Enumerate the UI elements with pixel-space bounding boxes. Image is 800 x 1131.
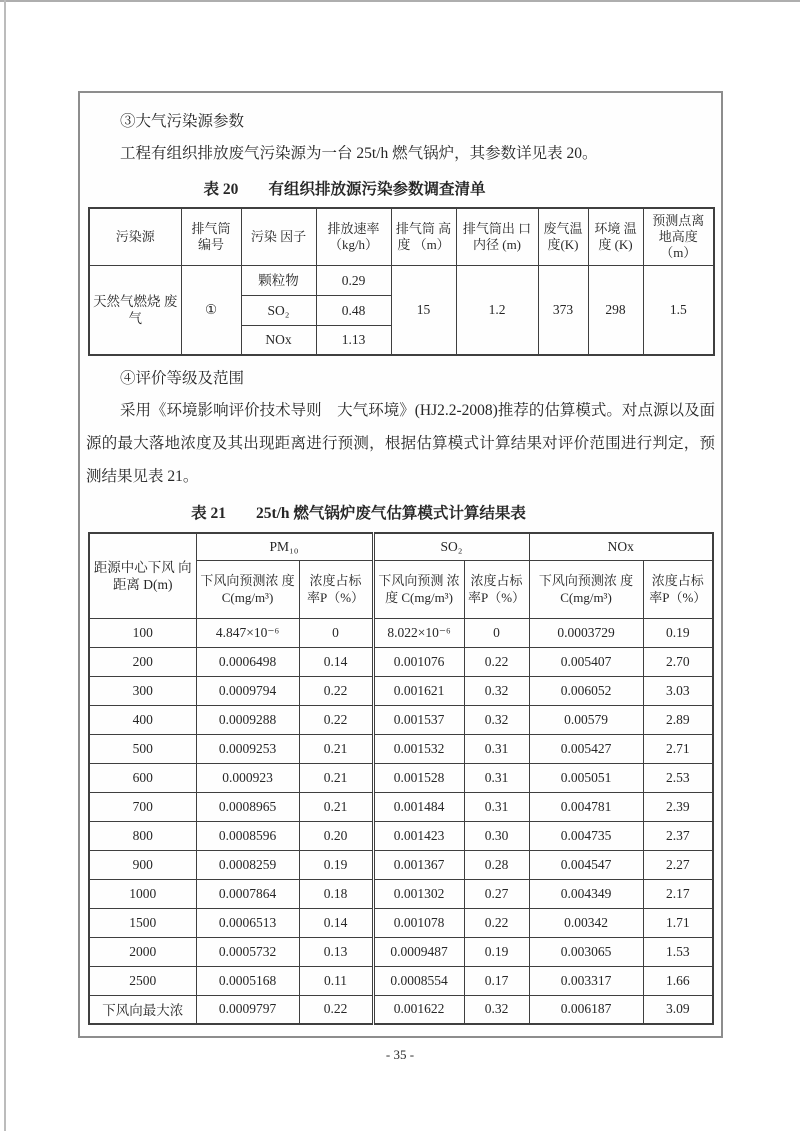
value-cell: 0.28	[464, 850, 529, 879]
distance-cell: 700	[89, 792, 196, 821]
table-row	[89, 705, 713, 734]
value-cell: 0.006052	[529, 676, 643, 705]
cell-factor: SO₂	[241, 295, 316, 325]
table-row	[89, 850, 713, 879]
cell-stack-no: ①	[181, 265, 241, 355]
value-cell: 0.0009288	[196, 705, 299, 734]
value-cell: 0.003317	[529, 966, 643, 995]
cell-receptor-height: 1.5	[643, 265, 714, 355]
col-header-so2-conc: 下风向预测 浓度 C(mg/m³)	[373, 560, 464, 618]
distance-cell: 下风向最大浓	[89, 995, 196, 1024]
value-cell: 0.001622	[373, 995, 464, 1024]
col-header-factor: 污染 因子	[241, 208, 316, 265]
value-cell: 0.17	[464, 966, 529, 995]
col-header-outlet-diameter: 排气筒出 口内径 (m)	[456, 208, 538, 265]
col-header-stack-no: 排气筒 编号	[181, 208, 241, 265]
distance-cell: 2000	[89, 937, 196, 966]
value-cell: 0.0008965	[196, 792, 299, 821]
distance-cell: 1500	[89, 908, 196, 937]
value-cell: 0.22	[464, 647, 529, 676]
value-cell: 1.71	[643, 908, 713, 937]
value-cell: 0.21	[299, 792, 373, 821]
table-row	[89, 265, 714, 295]
value-cell: 0	[299, 618, 373, 647]
col-header-stack-height: 排气筒 高度 （m）	[391, 208, 456, 265]
value-cell: 0.0009253	[196, 734, 299, 763]
value-cell: 0.0008596	[196, 821, 299, 850]
value-cell: 0.18	[299, 879, 373, 908]
table-row	[89, 908, 713, 937]
distance-cell: 500	[89, 734, 196, 763]
value-cell: 2.71	[643, 734, 713, 763]
table20-title	[86, 179, 715, 201]
value-cell: 0.0008259	[196, 850, 299, 879]
cell-gas-temp: 373	[538, 265, 588, 355]
table21-group-header-row	[89, 533, 713, 560]
paragraph-boiler-source: 工程有组织排放废气污染源为一台 25t/h 燃气锅炉，其参数详见表 20。	[120, 145, 598, 162]
page-top-edge	[0, 0, 800, 2]
table-row	[89, 763, 713, 792]
value-cell: 0.005407	[529, 647, 643, 676]
distance-cell: 100	[89, 618, 196, 647]
table21-caption: 25t/h 燃气锅炉废气估算模式计算结果表	[255, 505, 526, 522]
value-cell: 0.004781	[529, 792, 643, 821]
table21-label: 表 21	[191, 505, 226, 522]
table-row	[89, 821, 713, 850]
value-cell: 0.006187	[529, 995, 643, 1024]
value-cell: 0.001484	[373, 792, 464, 821]
distance-cell: 2500	[89, 966, 196, 995]
table-row	[89, 937, 713, 966]
value-cell: 0.22	[299, 995, 373, 1024]
table20-caption: 有组织排放源污染参数调查清单	[268, 181, 486, 198]
cell-source-name: 天然气燃烧 废气	[89, 265, 181, 355]
value-cell: 0.0005168	[196, 966, 299, 995]
value-cell: 0.001528	[373, 763, 464, 792]
cell-outlet-diameter: 1.2	[456, 265, 538, 355]
col-header-pm10-conc: 下风向预测浓 度C(mg/m³)	[196, 560, 299, 618]
col-header-ambient-temp: 环境 温度 (K)	[588, 208, 643, 265]
value-cell: 0.004547	[529, 850, 643, 879]
value-cell: 0.000923	[196, 763, 299, 792]
table-row	[89, 879, 713, 908]
value-cell: 0.0006498	[196, 647, 299, 676]
col-header-receptor-height: 预测点离 地高度 （m）	[643, 208, 714, 265]
table-row	[89, 618, 713, 647]
value-cell: 0.22	[299, 705, 373, 734]
value-cell: 0.21	[299, 763, 373, 792]
value-cell: 0.0009797	[196, 995, 299, 1024]
value-cell: 0	[464, 618, 529, 647]
value-cell: 8.022×10⁻⁶	[373, 618, 464, 647]
value-cell: 0.20	[299, 821, 373, 850]
cell-factor: 颗粒物	[241, 265, 316, 295]
value-cell: 2.53	[643, 763, 713, 792]
value-cell: 0.19	[643, 618, 713, 647]
table-row	[89, 676, 713, 705]
value-cell: 0.005051	[529, 763, 643, 792]
value-cell: 0.32	[464, 995, 529, 1024]
value-cell: 0.0005732	[196, 937, 299, 966]
value-cell: 0.30	[464, 821, 529, 850]
value-cell: 1.53	[643, 937, 713, 966]
value-cell: 3.03	[643, 676, 713, 705]
cell-rate: 0.29	[316, 265, 391, 295]
value-cell: 2.37	[643, 821, 713, 850]
cell-rate: 0.48	[316, 295, 391, 325]
value-cell: 2.70	[643, 647, 713, 676]
col-header-gas-temp: 废气温 度(K)	[538, 208, 588, 265]
group-header-pm10: PM₁₀	[196, 533, 373, 560]
page-number: - 35 -	[385, 1047, 415, 1062]
value-cell: 0.22	[299, 676, 373, 705]
group-header-so2: SO₂	[373, 533, 529, 560]
value-cell: 0.001621	[373, 676, 464, 705]
value-cell: 0.0009794	[196, 676, 299, 705]
value-cell: 0.31	[464, 763, 529, 792]
table20-emission-source-parameters	[88, 207, 715, 356]
value-cell: 0.14	[299, 908, 373, 937]
cell-factor: NOx	[241, 325, 316, 355]
distance-cell: 900	[89, 850, 196, 879]
section-heading-air-pollution-params: ③大气污染源参数	[120, 113, 245, 130]
value-cell: 0.003065	[529, 937, 643, 966]
value-cell: 0.31	[464, 792, 529, 821]
distance-cell: 800	[89, 821, 196, 850]
distance-cell: 400	[89, 705, 196, 734]
value-cell: 0.004349	[529, 879, 643, 908]
value-cell: 2.89	[643, 705, 713, 734]
value-cell: 0.0008554	[373, 966, 464, 995]
table21-title	[86, 503, 715, 525]
value-cell: 3.09	[643, 995, 713, 1024]
value-cell: 0.00579	[529, 705, 643, 734]
value-cell: 4.847×10⁻⁶	[196, 618, 299, 647]
table21-body	[89, 618, 713, 1024]
table-row	[89, 995, 713, 1024]
col-header-distance: 距源中心下风 向距离 D(m)	[89, 533, 196, 618]
value-cell: 0.0003729	[529, 618, 643, 647]
value-cell: 0.001537	[373, 705, 464, 734]
paragraph-estimation-model: 采用《环境影响评价技术导则 大气环境》(HJ2.2-2008)推荐的估算模式。对点源以及面源的最大落地浓度及其出现距离进行预测，根据估算模式计算结果对评价范围进行判定，预测结果见表 21。	[86, 402, 715, 485]
value-cell: 0.13	[299, 937, 373, 966]
distance-cell: 300	[89, 676, 196, 705]
value-cell: 0.0009487	[373, 937, 464, 966]
table20-header-row	[89, 208, 714, 265]
value-cell: 0.19	[299, 850, 373, 879]
value-cell: 0.21	[299, 734, 373, 763]
col-header-so2-ratio: 浓度占标 率P（%）	[464, 560, 529, 618]
col-header-nox-ratio: 浓度占标 率P（%）	[643, 560, 713, 618]
value-cell: 0.0007864	[196, 879, 299, 908]
table21-estimation-results	[88, 532, 714, 1025]
table-row	[89, 966, 713, 995]
value-cell: 0.001078	[373, 908, 464, 937]
table-row	[89, 647, 713, 676]
value-cell: 2.27	[643, 850, 713, 879]
page-left-edge	[4, 0, 6, 1131]
value-cell: 2.39	[643, 792, 713, 821]
content-frame	[78, 91, 723, 1038]
value-cell: 0.001532	[373, 734, 464, 763]
col-header-pm10-ratio: 浓度占标 率P（%）	[299, 560, 373, 618]
value-cell: 0.005427	[529, 734, 643, 763]
distance-cell: 200	[89, 647, 196, 676]
value-cell: 0.31	[464, 734, 529, 763]
value-cell: 0.32	[464, 705, 529, 734]
value-cell: 0.001423	[373, 821, 464, 850]
section-heading-evaluation-grade: ④评价等级及范围	[120, 370, 245, 387]
value-cell: 0.0006513	[196, 908, 299, 937]
col-header-source: 污染源	[89, 208, 181, 265]
value-cell: 0.004735	[529, 821, 643, 850]
distance-cell: 600	[89, 763, 196, 792]
value-cell: 0.14	[299, 647, 373, 676]
cell-ambient-temp: 298	[588, 265, 643, 355]
value-cell: 1.66	[643, 966, 713, 995]
table20-label: 表 20	[203, 181, 239, 198]
value-cell: 0.19	[464, 937, 529, 966]
value-cell: 0.11	[299, 966, 373, 995]
col-header-rate: 排放速率 （kg/h）	[316, 208, 391, 265]
value-cell: 0.32	[464, 676, 529, 705]
value-cell: 0.00342	[529, 908, 643, 937]
cell-stack-height: 15	[391, 265, 456, 355]
group-header-nox: NOx	[529, 533, 713, 560]
distance-cell: 1000	[89, 879, 196, 908]
cell-rate: 1.13	[316, 325, 391, 355]
value-cell: 0.001076	[373, 647, 464, 676]
value-cell: 2.17	[643, 879, 713, 908]
table-row	[89, 734, 713, 763]
value-cell: 0.001367	[373, 850, 464, 879]
value-cell: 0.001302	[373, 879, 464, 908]
col-header-nox-conc: 下风向预测浓 度C(mg/m³)	[529, 560, 643, 618]
table-row	[89, 792, 713, 821]
value-cell: 0.27	[464, 879, 529, 908]
value-cell: 0.22	[464, 908, 529, 937]
